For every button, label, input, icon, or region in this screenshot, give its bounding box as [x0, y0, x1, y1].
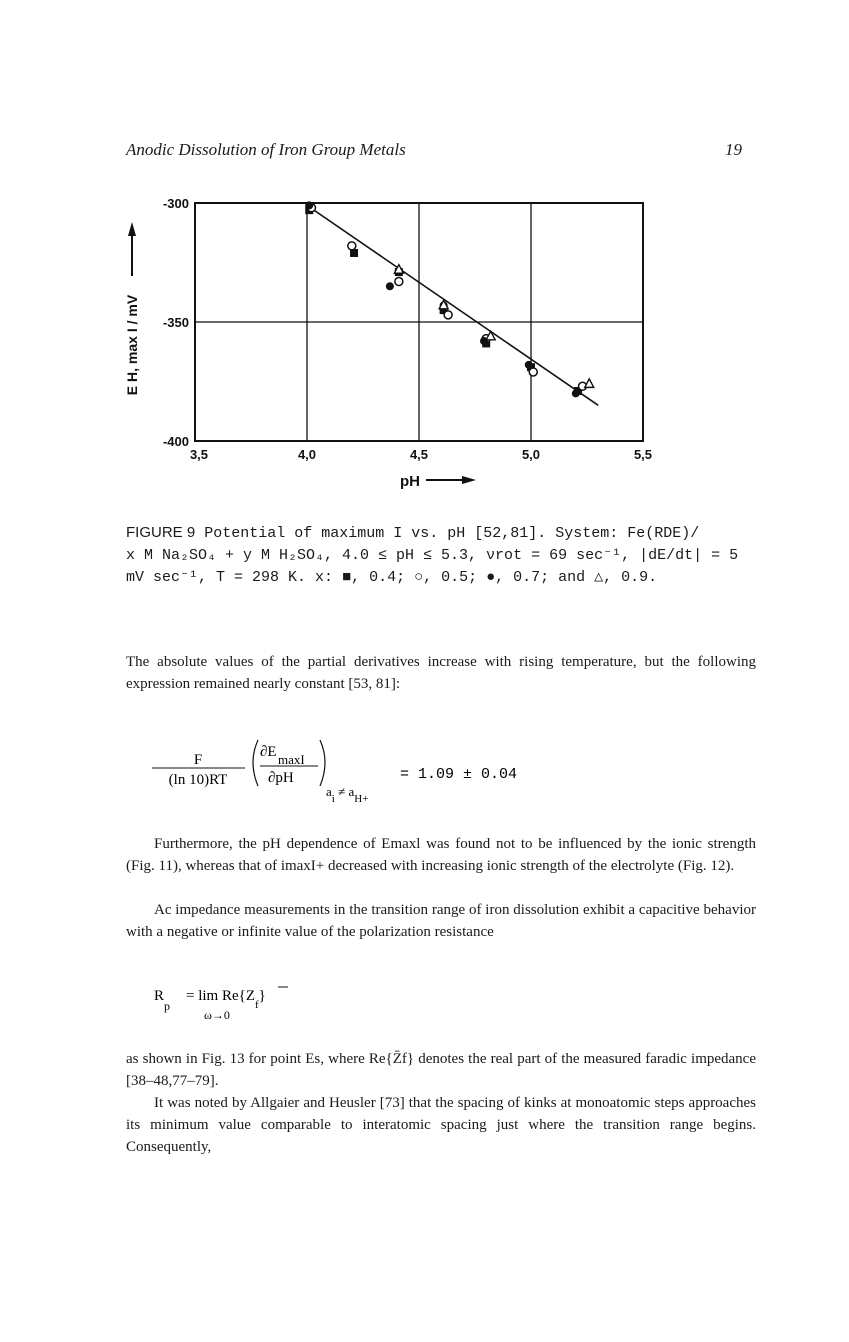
equation-ratio — [150, 736, 550, 806]
paragraph-1: The absolute values of the partial derivatives increase with rising temperature, but the following expression remained nearly constant [53, 81]: — [126, 654, 756, 692]
eq-partial-den: ∂pH — [268, 770, 294, 786]
figure-caption — [126, 522, 748, 589]
caption-line-2: x M Na₂SO₄ + y M H₂SO₄, 4.0 ≤ pH ≤ 5.3, νrot = 69 sec⁻¹, |dE/dt| = 5 — [126, 547, 739, 564]
x-axis-arrowhead — [462, 476, 476, 484]
figure-9-chart — [0, 0, 849, 500]
x-tick-label: 4,5 — [409, 447, 429, 462]
data-point-open-circle — [395, 278, 403, 286]
equation-resistance — [150, 984, 410, 1024]
eq2-body: = $\lim Re\{Z_f\}$ — [186, 988, 266, 1011]
page-number: 19 — [725, 140, 742, 159]
eq-partial-num: ∂E — [260, 744, 277, 760]
eq-denominator: (ln 10)RT — [168, 772, 228, 788]
x-tick-label: 4,0 — [297, 447, 317, 462]
eq-condition: $a_i \ne a_{H+}$ — [326, 784, 369, 805]
eq-numerator: F — [193, 752, 203, 768]
data-point-filled-circle — [305, 201, 313, 209]
data-point-filled-circle — [386, 282, 394, 290]
chart-grid — [195, 203, 643, 441]
eq2-limit: ω→0 — [204, 1008, 230, 1022]
tick-labels — [163, 196, 652, 462]
paragraph-3: Ac impedance measurements in the transition range of iron dissolution exhibit a capacitive behavior with a negative or infinite value of the polarization resistance — [126, 902, 756, 940]
y-axis-arrowhead — [128, 222, 136, 236]
eq-right-paren — [320, 740, 325, 786]
caption-line-3: mV sec⁻¹, T = 298 K. x: ■, 0.4; ○, 0.5; ●, 0.7; and △, 0.9. — [126, 569, 658, 586]
data-points — [305, 201, 594, 397]
caption-line-1: Potential of maximum I vs. pH [52,81]. System: Fe(RDE)/ — [204, 525, 700, 542]
data-point-open-circle — [348, 242, 356, 250]
data-point-filled-circle — [572, 389, 580, 397]
fit-line — [307, 205, 598, 405]
data-point-open-circle — [529, 368, 537, 376]
y-tick-label: -300 — [162, 196, 189, 211]
eq2-lhs-sub: p — [164, 999, 170, 1013]
x-axis-label: pH — [400, 473, 420, 490]
paragraph-4: as shown in Fig. 13 for point Es, where Re{Z̄f} denotes the real part of the measured faradic impedance [38–48,77–79]. — [126, 1051, 756, 1089]
y-tick-label: -350 — [162, 315, 189, 330]
caption-label: FIGURE 9 — [126, 524, 196, 541]
data-point-open-circle — [444, 311, 452, 319]
x-tick-label: 3,5 — [189, 447, 209, 462]
eq2-lhs: R — [154, 988, 165, 1004]
y-axis-label: E H, max I / mV — [124, 294, 140, 396]
paragraph-2: Furthermore, the pH dependence of Emaxl was found not to be influenced by the ionic strength (Fig. 11), whereas that of imaxI+ decreased with increasing ionic strength of the electrolyte (Fig. 12). — [126, 836, 756, 874]
paragraph-5: It was noted by Allgaier and Heusler [73] that the spacing of kinks at monoatomic steps approaches its minimum value comparable to interatomic spacing just where the transition range begins. Consequently, — [126, 1095, 756, 1155]
eq-partial-num-sub: maxI — [278, 752, 305, 767]
data-point-filled-circle — [525, 361, 533, 369]
eq-left-paren — [253, 740, 258, 786]
y-tick-label: -400 — [162, 434, 189, 449]
x-tick-label: 5,0 — [521, 447, 541, 462]
running-title: Anodic Dissolution of Iron Group Metals — [126, 140, 406, 159]
x-tick-label: 5,5 — [633, 447, 653, 462]
eq-rhs: = 1.09 ± 0.04 — [400, 766, 518, 783]
fit-line-group — [307, 205, 598, 405]
